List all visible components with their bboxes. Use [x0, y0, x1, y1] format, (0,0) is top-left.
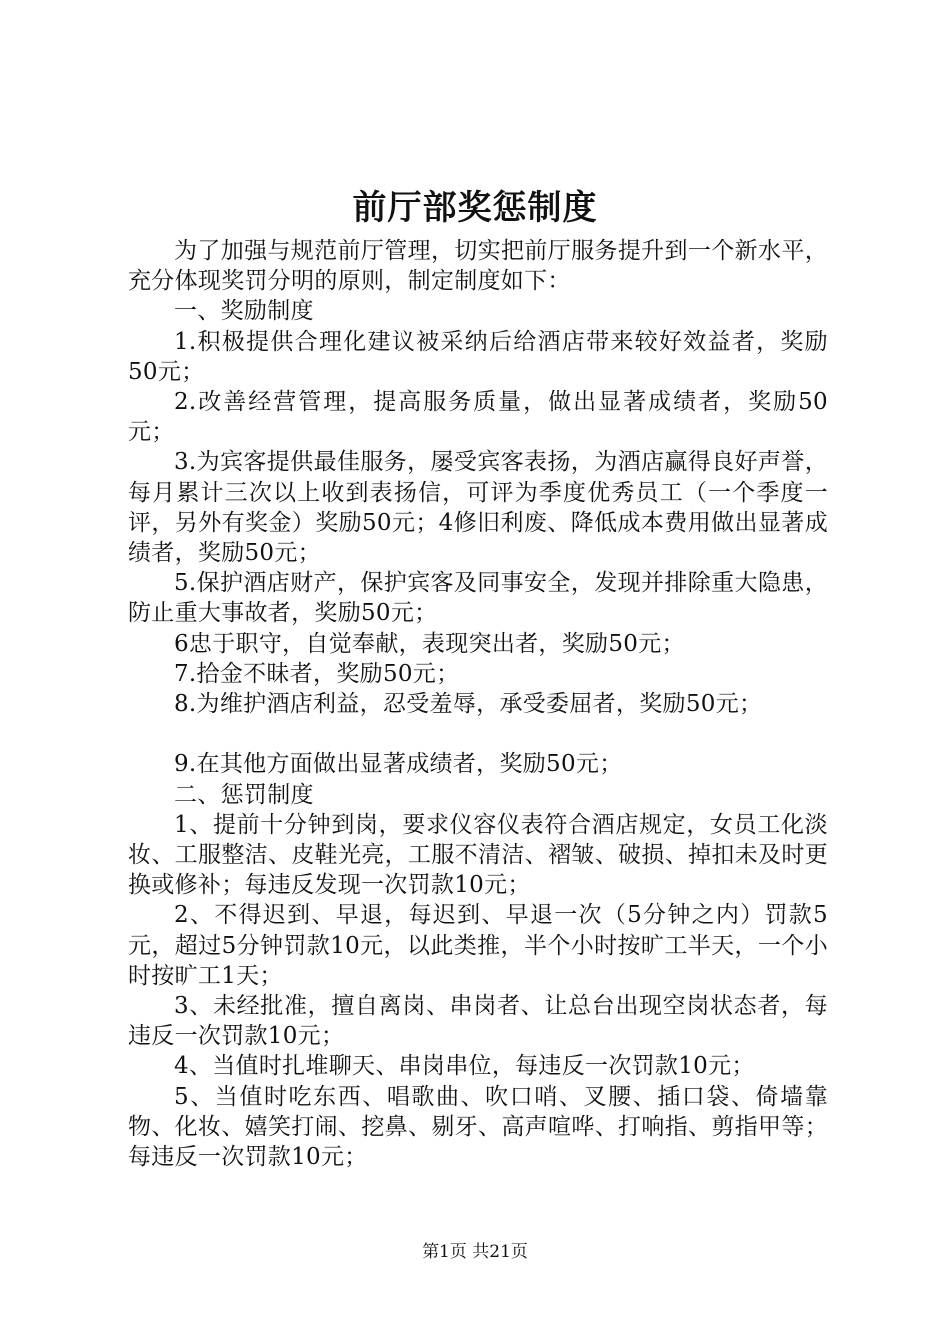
- reward-item: 5.保护酒店财产，保护宾客及同事安全，发现并排除重大隐患，防止重大事故者，奖励50元；: [128, 570, 828, 627]
- penalty-item: 4、当值时扎堆聊天、串岗串位，每违反一次罚款10元；: [174, 1053, 755, 1080]
- reward-item: 9.在其他方面做出显著成绩者，奖励50元；: [174, 751, 623, 778]
- reward-item: 8.为维护酒店利益，忍受羞辱，承受委屈者，奖励50元；: [174, 691, 763, 718]
- section-heading-penalties: 二、惩罚制度: [174, 781, 314, 808]
- penalty-item: 2、不得迟到、早退，每迟到、早退一次（5分钟之内）罚款5元，超过5分钟罚款10元，以此类推，半个小时按旷工半天，一个小时按旷工1天；: [128, 902, 828, 989]
- page-footer: 第1页 共21页: [422, 1242, 528, 1262]
- penalty-item: 3、未经批准，擅自离岗、串岗者、让总台出现空岗状态者，每违反一次罚款10元；: [128, 993, 828, 1050]
- reward-item: 2.改善经营管理，提高服务质量，做出显著成绩者，奖励50元；: [128, 389, 828, 446]
- intro-paragraph: 为了加强与规范前厅管理，切实把前厅服务提升到一个新水平，充分体现奖罚分明的原则，制定制度如下：: [128, 238, 828, 295]
- reward-item: 6忠于职守，自觉奉献，表现突出者，奖励50元；: [174, 630, 685, 657]
- section-heading-rewards: 一、奖励制度: [174, 298, 314, 325]
- document-title: 前厅部奖惩制度: [352, 188, 598, 228]
- penalty-item: 5、当值时吃东西、唱歌曲、吹口哨、叉腰、插口袋、倚墙靠物、化妆、嬉笑打闹、挖鼻、剔牙、高声喧哗、打响指、剪指甲等；每违反一次罚款10元；: [128, 1083, 828, 1171]
- reward-item: 7.拾金不昧者，奖励50元；: [174, 660, 460, 687]
- penalty-item: 1、提前十分钟到岗，要求仪容仪表符合酒店规定，女员工化淡妆、工服整洁、皮鞋光亮，工服不清洁、褶皱、破损、掉扣未及时更换或修补；每违反发现一次罚款10元；: [128, 811, 828, 899]
- reward-item: 3.为宾客提供最佳服务，屡受宾客表扬，为酒店赢得良好声誉，每月累计三次以上收到表扬信，可评为季度优秀员工（一个季度一评，另外有奖金）奖励50元；4修旧利废、降低成本费用做出显著成绩者，奖励50元；: [128, 449, 828, 567]
- reward-item: 1.积极提供合理化建议被采纳后给酒店带来较好效益者，奖励50元；: [128, 328, 828, 385]
- blank-line: [128, 719, 828, 749]
- document-body: [128, 236, 828, 1172]
